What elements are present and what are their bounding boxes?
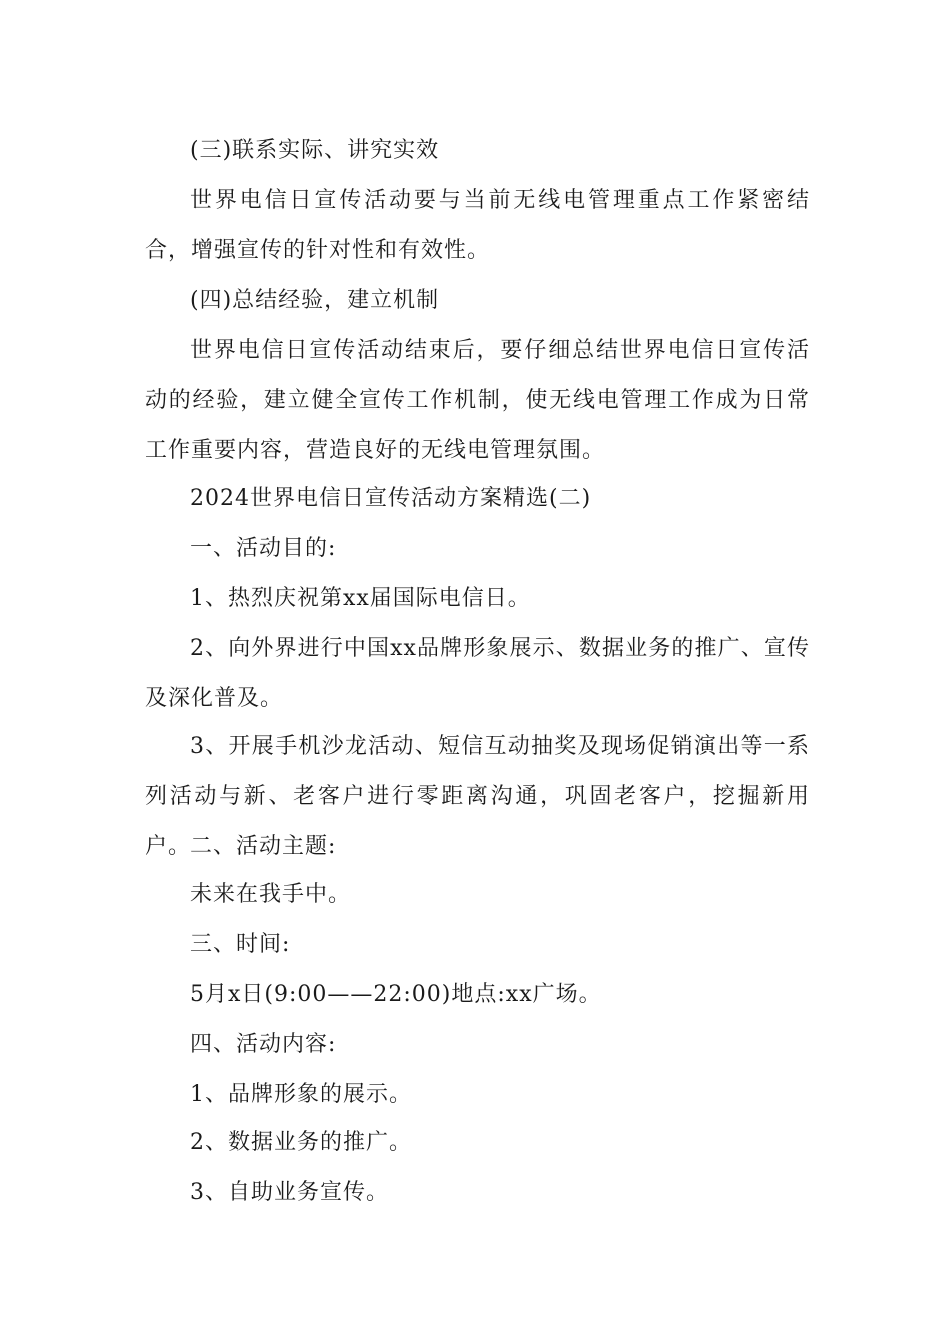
body-paragraph: 世界电信日宣传活动结束后，要仔细总结世界电信日宣传活动的经验，建立健全宣传工作机制，使无线电管理工作成为日常工作重要内容，营造良好的无线电管理氛围。 xyxy=(145,338,810,463)
section-heading-3: (三)联系实际、讲究实效 xyxy=(190,138,440,163)
body-paragraph: 5月x日(9:00——22:00)地点:xx广场。 xyxy=(190,982,602,1007)
list-item: 1、热烈庆祝第xx届国际电信日。 xyxy=(190,586,531,611)
section-heading: 二、活动主题: xyxy=(190,834,337,859)
section-heading-4: (四)总结经验，建立机制 xyxy=(190,288,440,313)
list-item: 3、开展手机沙龙活动、短信互动抽奖及现场促销演出等一系列活动与新、老客户进行零距离沟通，巩固老客户，挖掘新用户。 xyxy=(145,734,810,859)
section-heading: 四、活动内容: xyxy=(190,1032,337,1057)
list-item: 3、自助业务宣传。 xyxy=(190,1180,389,1205)
section-heading: 一、活动目的: xyxy=(190,536,337,561)
list-item: 2、向外界进行中国xx品牌形象展示、数据业务的推广、宣传及深化普及。 xyxy=(145,636,810,711)
list-item: 1、品牌形象的展示。 xyxy=(190,1082,412,1107)
section-heading: 三、时间: xyxy=(190,932,291,957)
list-item: 2、数据业务的推广。 xyxy=(190,1130,412,1155)
body-paragraph: 未来在我手中。 xyxy=(190,882,352,907)
body-paragraph: 世界电信日宣传活动要与当前无线电管理重点工作紧密结合，增强宣传的针对性和有效性。 xyxy=(145,188,810,263)
document-title: 2024世界电信日宣传活动方案精选(二) xyxy=(190,486,592,511)
